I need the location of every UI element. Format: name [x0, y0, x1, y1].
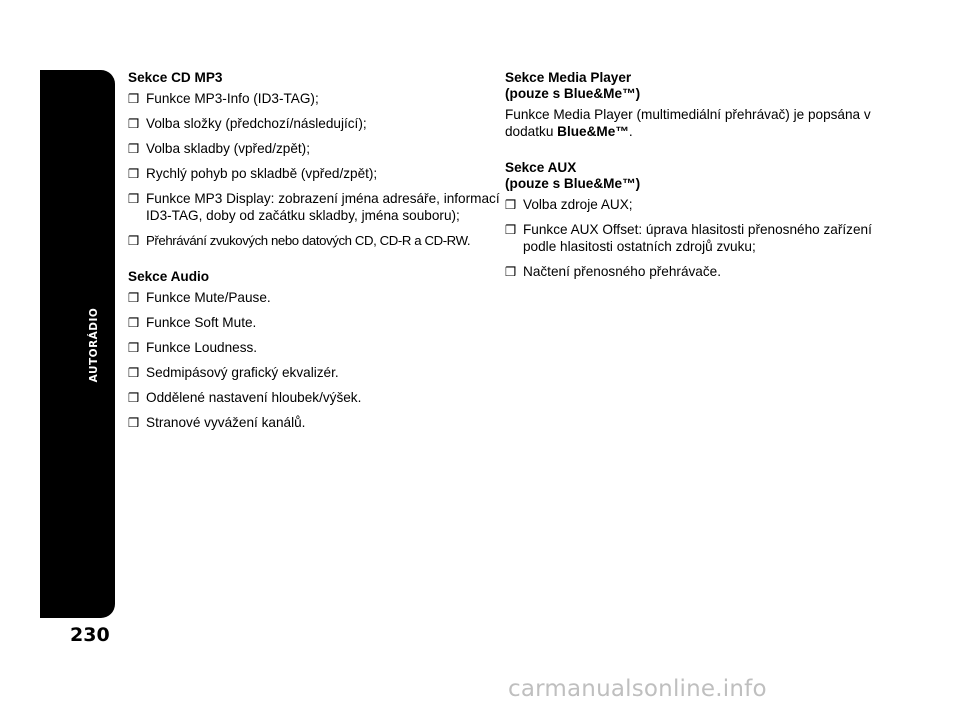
right-column [505, 70, 905, 300]
list-item: ❒ Přehrávání zvukových nebo datových CD, CD-R a CD-RW. [128, 233, 471, 248]
left-column [128, 70, 500, 451]
list-item: ❒ Stranové vyvážení kanálů. [128, 415, 306, 430]
list-item: ❒ Funkce MP3-Info (ID3-TAG); [128, 91, 319, 106]
section-audio [128, 269, 500, 431]
section-title: Sekce CD MP3 [128, 70, 223, 85]
list-item: ❒ Funkce MP3 Display: zobrazení jména adresáře, informací ID3-TAG, doby od začátku skladby, jména souboru); [128, 191, 500, 223]
checkbox-bullet-icon: ❒ [128, 91, 140, 106]
checkbox-bullet-icon: ❒ [505, 264, 517, 279]
section-paragraph: Funkce Media Player (multimediální přehrávač) je popsána v dodatku Blue&Me™. [505, 107, 871, 139]
checkbox-bullet-icon: ❒ [128, 340, 140, 355]
feature-list [128, 90, 500, 249]
feature-list [128, 289, 500, 431]
section-media-player [505, 70, 905, 140]
list-item: ❒ Funkce Mute/Pause. [128, 290, 271, 305]
list-item: ❒ Volba zdroje AUX; [505, 197, 633, 212]
section-title: Sekce Audio [128, 269, 210, 284]
checkbox-bullet-icon: ❒ [128, 166, 140, 181]
list-item: ❒ Volba složky (předchozí/následující); [128, 116, 367, 131]
list-item: ❒ Funkce Loudness. [128, 340, 258, 355]
checkbox-bullet-icon: ❒ [128, 315, 140, 330]
checkbox-bullet-icon: ❒ [505, 197, 517, 212]
page-number: 230 [70, 624, 110, 646]
list-item: ❒ Rychlý pohyb po skladbě (vpřed/zpět); [128, 166, 378, 181]
list-item: ❒ Funkce Soft Mute. [128, 315, 257, 330]
checkbox-bullet-icon: ❒ [128, 233, 139, 248]
checkbox-bullet-icon: ❒ [128, 390, 140, 405]
section-title: Sekce Media Player (pouze s Blue&Me™) [505, 70, 641, 101]
list-item: ❒ Načtení přenosného přehrávače. [505, 264, 721, 279]
section-title: Sekce AUX (pouze s Blue&Me™) [505, 160, 641, 191]
checkbox-bullet-icon: ❒ [128, 290, 140, 305]
checkbox-bullet-icon: ❒ [505, 222, 517, 237]
checkbox-bullet-icon: ❒ [128, 365, 140, 380]
list-item: ❒ Funkce AUX Offset: úprava hlasitosti přenosného zařízení podle hlasitosti ostatních zdrojů zvuku; [505, 222, 872, 254]
feature-list [505, 196, 905, 280]
list-item: ❒ Volba skladby (vpřed/zpět); [128, 141, 310, 156]
checkbox-bullet-icon: ❒ [128, 141, 140, 156]
section-aux [505, 160, 905, 280]
list-item: ❒ Sedmipásový grafický ekvalizér. [128, 365, 339, 380]
checkbox-bullet-icon: ❒ [128, 191, 140, 206]
section-cd-mp3 [128, 70, 500, 249]
list-item: ❒ Oddělené nastavení hloubek/výšek. [128, 390, 362, 405]
checkbox-bullet-icon: ❒ [128, 116, 140, 131]
side-tab [40, 70, 115, 618]
watermark: carmanualsonline.info [508, 676, 767, 702]
checkbox-bullet-icon: ❒ [128, 415, 140, 430]
